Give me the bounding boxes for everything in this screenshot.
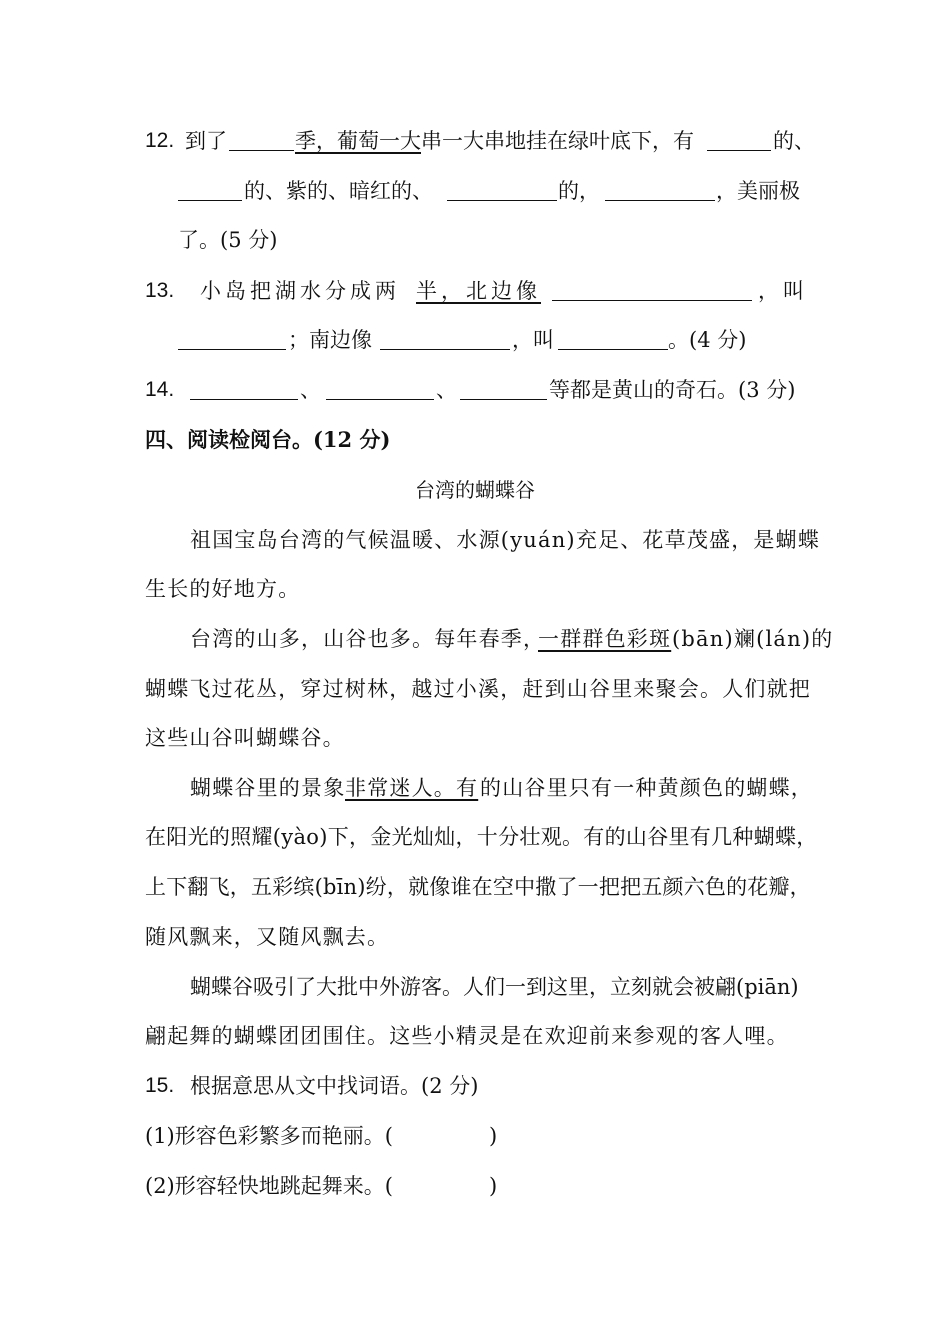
q12-text: ，美丽极 <box>716 179 800 203</box>
q12-blank-5[interactable] <box>605 178 715 201</box>
q14-blank-3[interactable] <box>460 377 547 400</box>
q14-separator: 、 <box>436 378 457 402</box>
q13-score: 。(4 分) <box>668 328 747 352</box>
passage-text: 翩起舞的蝴蝶团团围住。这些小精灵是在欢迎前来参观的客人哩。 <box>145 1024 789 1048</box>
passage-text: 上下翻飞，五彩缤(bīn)纷，就像谁在空中撒了一把把五颜六色的花瓣， <box>145 875 811 899</box>
q15-text: 根据意思从文中找词语。(2 分) <box>190 1074 479 1098</box>
passage-text: 蝴蝶飞过花丛，穿过树林，越过小溪，赶到山谷里来聚会。人们就把 <box>145 677 811 701</box>
q13-text: ；南边像 <box>288 328 372 352</box>
q12-text: 的， <box>558 179 600 203</box>
passage-text: 在阳光的照耀(yào)下，金光灿灿，十分壮观。有的山谷里有几种蝴蝶， <box>145 825 818 849</box>
q15-item-text: (1)形容色彩繁多而艳丽。( <box>145 1124 393 1148</box>
q13-underlined-text: 半，北边像 <box>416 279 541 303</box>
q13-blank-3[interactable] <box>380 327 510 350</box>
passage-text: 蝴蝶谷吸引了大批中外游客。人们一到这里，立刻就会被翩(piān) <box>190 975 799 999</box>
q12-score: 了。(5 分) <box>178 228 278 252</box>
q14-blank-2[interactable] <box>326 377 434 400</box>
q14-blank-1[interactable] <box>190 377 298 400</box>
q14-text: 等都是黄山的奇石。(3 分) <box>549 378 796 402</box>
q15-answer-close: ) <box>489 1174 498 1198</box>
q12-text: 到了 <box>185 129 227 153</box>
q15-answer-close: ) <box>489 1124 498 1148</box>
passage-underlined-text: 一群群色彩斑 <box>538 627 672 651</box>
q12-blank-3[interactable] <box>178 178 242 201</box>
q12-underlined-text: 季，葡萄一大 <box>295 129 421 153</box>
passage-text: 蝴蝶谷里的景象 <box>190 776 346 800</box>
q12-text: 的、 <box>773 129 815 153</box>
q12-text: 的、紫的、暗红的、 <box>244 179 433 203</box>
q14-separator: 、 <box>300 378 321 402</box>
passage-title: 台湾的蝴蝶谷 <box>415 480 535 502</box>
q15-number: 15. <box>145 1074 175 1097</box>
q14-number: 14. <box>145 378 175 401</box>
passage-text: 祖国宝岛台湾的气候温暖、水源(yuán)充足、花草茂盛，是蝴蝶 <box>190 528 821 552</box>
q12-number: 12. <box>145 129 175 152</box>
q13-blank-2[interactable] <box>178 327 286 350</box>
q15-item-text: (2)形容轻快地跳起舞来。( <box>145 1174 393 1198</box>
q13-blank-1[interactable] <box>552 278 752 301</box>
q12-blank-4[interactable] <box>447 178 557 201</box>
passage-text: 台湾的山多，山谷也多。每年春季， <box>190 627 546 651</box>
q12-blank-1[interactable] <box>229 128 294 151</box>
q13-text: ，叫 <box>512 328 554 352</box>
passage-text: 这些山谷叫蝴蝶谷。 <box>145 726 345 750</box>
q13-text: ，叫 <box>758 279 808 303</box>
passage-text: (bān)斓(lán)的 <box>672 627 834 651</box>
passage-text: 的山谷里只有一种黄颜色的蝴蝶， <box>480 776 813 800</box>
q12-text: 串一大串地挂在绿叶底下，有 <box>421 129 694 153</box>
section-heading-text: 四、阅读检阅台。(12 分) <box>145 427 391 452</box>
q13-blank-4[interactable] <box>558 327 668 350</box>
passage-text: 生长的好地方。 <box>145 577 301 601</box>
passage-underlined-text: 非常迷人。有 <box>345 776 479 800</box>
q12-blank-2[interactable] <box>707 128 771 151</box>
q13-number: 13. <box>145 279 175 302</box>
passage-text: 随风飘来，又随风飘去。 <box>145 925 390 949</box>
q13-text: 小岛把湖水分成两 <box>200 279 400 303</box>
